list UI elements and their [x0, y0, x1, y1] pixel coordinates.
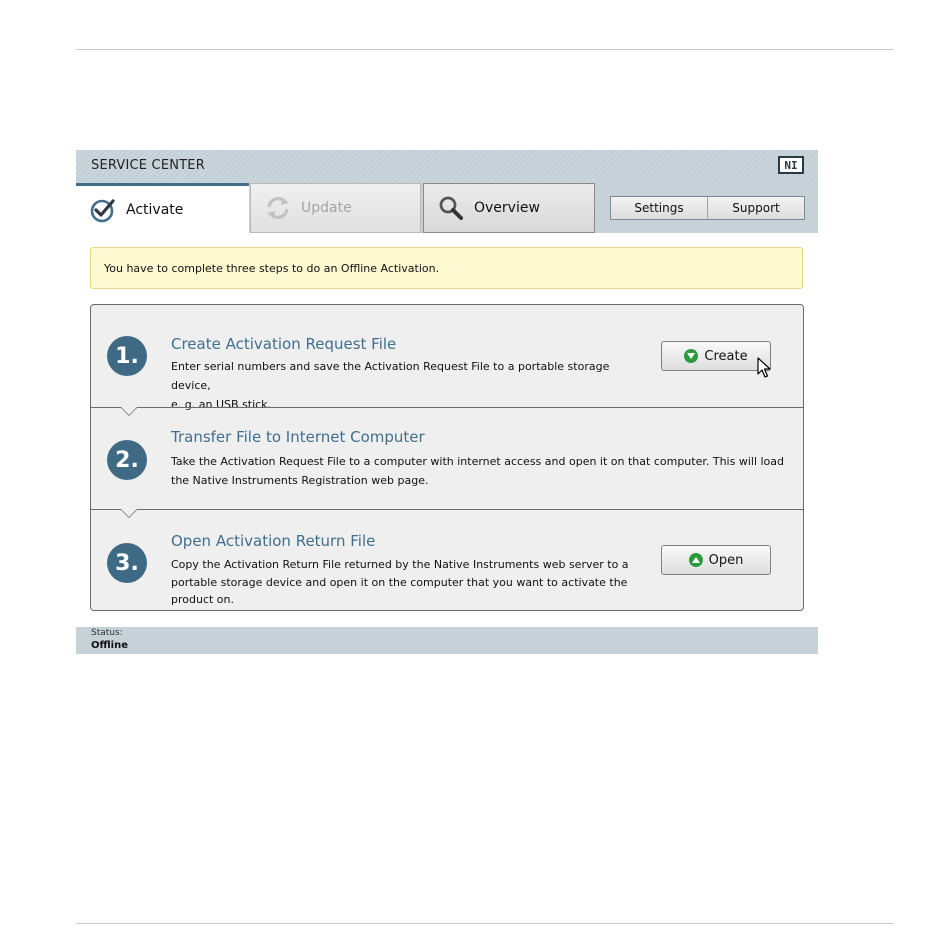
ni-logo-icon: NI	[778, 156, 804, 174]
step-description-line: Enter serial numbers and save the Activation Request File to a portable storage device,	[171, 360, 610, 392]
arrow-up-circle-icon	[689, 553, 703, 567]
service-center-window	[76, 150, 818, 654]
step-number-badge: 1.	[107, 336, 147, 376]
create-button[interactable]	[661, 341, 771, 371]
info-notice	[90, 247, 803, 289]
arrow-down-circle-icon	[684, 349, 698, 363]
settings-button[interactable]: Settings	[634, 201, 684, 215]
step-connector-fill	[121, 509, 137, 517]
step-description	[171, 357, 651, 414]
step-title: Create Activation Request File	[171, 335, 397, 353]
step-title: Open Activation Return File	[171, 532, 376, 550]
check-circle-icon	[90, 197, 116, 223]
step-connector-fill	[121, 407, 137, 415]
step-open-return	[91, 509, 803, 611]
tab-update-label: Update	[301, 200, 352, 216]
title-bar	[76, 150, 818, 182]
tab-overview[interactable]	[423, 183, 595, 233]
step-description-line: Take the Activation Request File to a computer with internet access and open it on that computer. This will load	[171, 455, 785, 468]
open-button[interactable]	[661, 545, 771, 575]
step-description-line: product on.	[171, 593, 235, 606]
step-transfer-file	[91, 407, 803, 509]
step-number-badge: 2.	[107, 440, 147, 480]
step-number-badge: 3.	[107, 543, 147, 583]
settings-support-group	[610, 196, 805, 220]
status-bar	[76, 627, 818, 654]
step-description-line: the Native Instruments Registration web page.	[171, 474, 429, 487]
step-description-line: portable storage device and open it on the computer that you want to activate the	[171, 575, 628, 589]
window-title: SERVICE CENTER	[91, 158, 205, 173]
refresh-icon	[265, 195, 291, 221]
tab-activate-label: Activate	[126, 201, 184, 218]
tab-overview-label: Overview	[474, 200, 540, 216]
status-value: Offline	[91, 640, 128, 651]
step-description	[171, 452, 789, 490]
step-description-line: Copy the Activation Return File returned by the Native Instruments web server to a	[171, 558, 629, 571]
step-title: Transfer File to Internet Computer	[171, 428, 425, 446]
tab-update[interactable]	[250, 183, 421, 233]
page-top-rule	[76, 49, 894, 50]
page-bottom-rule	[76, 923, 894, 924]
create-button-label: Create	[704, 348, 748, 364]
steps-panel	[90, 304, 804, 611]
step-description-line: e. g. an USB stick.	[171, 398, 272, 411]
mouse-pointer-icon	[757, 357, 771, 379]
tab-activate[interactable]	[76, 183, 249, 233]
step-create-request	[91, 305, 803, 411]
support-button[interactable]: Support	[707, 197, 804, 219]
step-description	[171, 556, 641, 609]
status-label: Status:	[91, 628, 123, 638]
notice-text: You have to complete three steps to do an Offline Activation.	[104, 261, 440, 275]
tab-bar	[76, 182, 818, 233]
magnifier-icon	[438, 195, 464, 221]
open-button-label: Open	[708, 552, 744, 568]
